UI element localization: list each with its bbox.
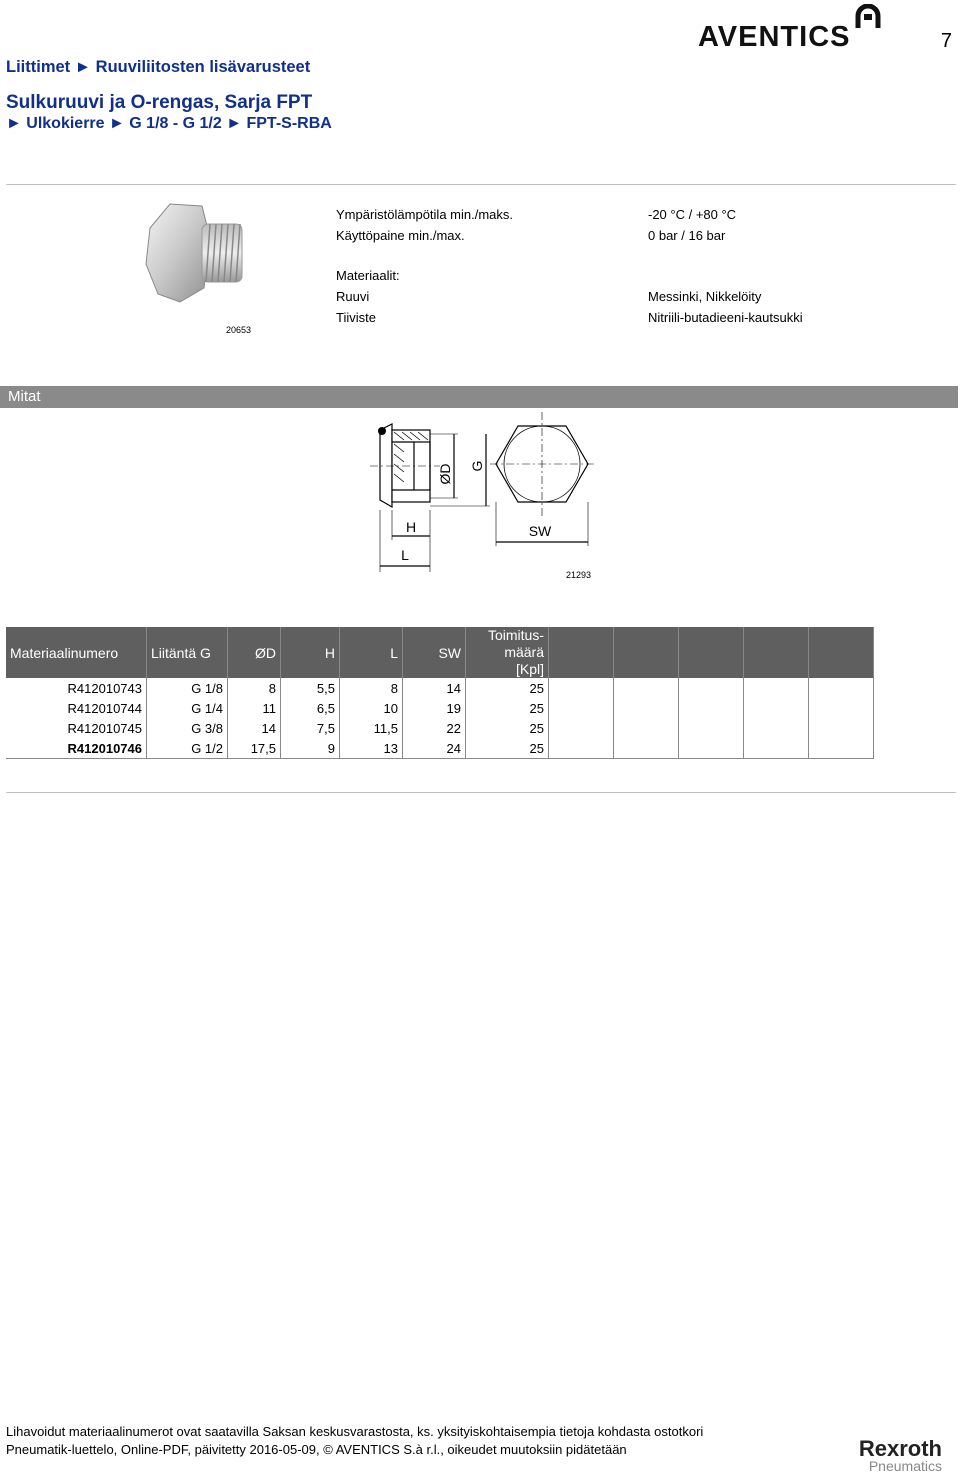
cell-empty xyxy=(744,738,809,759)
cell-quantity: 25 xyxy=(466,698,549,718)
section-title: Mitat xyxy=(0,386,958,408)
col-header-material-number: Materiaalinumero xyxy=(6,627,147,678)
page-title: Sulkuruuvi ja O-rengas, Sarja FPT xyxy=(6,92,313,113)
cell-sw: 14 xyxy=(403,678,466,698)
svg-text:AVENTICS: AVENTICS xyxy=(698,21,851,52)
table-row xyxy=(6,698,874,718)
cell-material-number: R412010746 xyxy=(6,738,147,759)
breadcrumb: Liittimet ► Ruuviliitosten lisävarusteet xyxy=(6,58,311,76)
cell-empty xyxy=(549,698,614,718)
table-row xyxy=(6,678,874,698)
divider xyxy=(6,184,956,185)
cell-l: 13 xyxy=(340,738,403,759)
col-header-empty-3 xyxy=(679,627,744,678)
spec-value-temperature: -20 °C / +80 °C xyxy=(648,207,737,222)
cell-h: 9 xyxy=(281,738,340,759)
drawing-label-g: G xyxy=(469,460,485,472)
drawing-label-od: ØD xyxy=(437,463,453,485)
cell-material-number: R412010745 xyxy=(6,718,147,738)
aventics-logo xyxy=(698,4,888,52)
cell-empty xyxy=(744,718,809,738)
footer-copyright: Pneumatik-luettelo, Online-PDF, päivitetty 2016-05-09, © AVENTICS S.à r.l., oikeudet muutoksiin pidätetään xyxy=(6,1442,627,1457)
cell-connection: G 1/4 xyxy=(147,698,228,718)
cell-od: 11 xyxy=(228,698,281,718)
cell-connection: G 1/2 xyxy=(147,738,228,759)
divider xyxy=(6,792,956,793)
cell-sw: 22 xyxy=(403,718,466,738)
material-value-seal: Nitriili-butadieeni-kautsukki xyxy=(648,310,803,325)
product-image-id: 20653 xyxy=(226,325,252,335)
table-row xyxy=(6,738,874,759)
cell-l: 10 xyxy=(340,698,403,718)
cell-empty xyxy=(614,738,679,759)
cell-od: 14 xyxy=(228,718,281,738)
cell-empty xyxy=(614,678,679,698)
spec-label-temperature: Ympäristölämpötila min./maks. xyxy=(336,207,513,222)
page-subtitle: ► Ulkokierre ► G 1/8 - G 1/2 ► FPT-S-RBA xyxy=(6,115,332,132)
drawing-label-l: L xyxy=(401,547,409,563)
cell-empty xyxy=(549,718,614,738)
col-header-empty-2 xyxy=(614,627,679,678)
col-header-sw: SW xyxy=(403,627,466,678)
material-value-screw: Messinki, Nikkelöity xyxy=(648,289,762,304)
page-number: 7 xyxy=(940,30,952,52)
footer-note: Lihavoidut materiaalinumerot ovat saatavilla Saksan keskusvarastosta, ks. yksityiskohtaisempia tietoja kohdasta ostotkori xyxy=(6,1424,704,1439)
col-header-empty-4 xyxy=(744,627,809,678)
cell-material-number: R412010744 xyxy=(6,698,147,718)
materials-heading: Materiaalit: xyxy=(336,268,400,283)
cell-empty xyxy=(744,698,809,718)
table-row xyxy=(6,718,874,738)
cell-sw: 24 xyxy=(403,738,466,759)
spec-value-pressure: 0 bar / 16 bar xyxy=(648,228,726,243)
cell-empty xyxy=(809,738,874,759)
dimensions-table xyxy=(6,627,874,759)
col-header-empty-5 xyxy=(809,627,874,678)
cell-empty xyxy=(744,678,809,698)
spec-label-pressure: Käyttöpaine min./max. xyxy=(336,228,465,243)
drawing-label-h: H xyxy=(405,519,417,535)
col-header-empty-1 xyxy=(549,627,614,678)
cell-od: 17,5 xyxy=(228,738,281,759)
material-label-screw: Ruuvi xyxy=(336,289,370,304)
cell-h: 5,5 xyxy=(281,678,340,698)
cell-quantity: 25 xyxy=(466,718,549,738)
col-header-l: L xyxy=(340,627,403,678)
material-label-seal: Tiiviste xyxy=(336,310,376,325)
cell-empty xyxy=(549,678,614,698)
cell-empty xyxy=(679,678,744,698)
col-header-od: ØD xyxy=(228,627,281,678)
cell-empty xyxy=(614,718,679,738)
cell-h: 7,5 xyxy=(281,718,340,738)
table-header-row xyxy=(6,627,874,678)
cell-l: 8 xyxy=(340,678,403,698)
cell-material-number: R412010743 xyxy=(6,678,147,698)
drawing-label-sw: SW xyxy=(528,523,552,539)
cell-empty xyxy=(809,678,874,698)
cell-od: 8 xyxy=(228,678,281,698)
cell-empty xyxy=(614,698,679,718)
cell-l: 11,5 xyxy=(340,718,403,738)
cell-quantity: 25 xyxy=(466,678,549,698)
cell-empty xyxy=(809,698,874,718)
cell-quantity: 25 xyxy=(466,738,549,759)
drawing-id: 21293 xyxy=(566,570,592,580)
cell-empty xyxy=(549,738,614,759)
cell-empty xyxy=(679,698,744,718)
cell-connection: G 1/8 xyxy=(147,678,228,698)
col-header-connection: Liitäntä G xyxy=(147,627,228,678)
cell-empty xyxy=(679,718,744,738)
cell-sw: 19 xyxy=(403,698,466,718)
cell-empty xyxy=(809,718,874,738)
rexroth-logo: Rexroth xyxy=(858,1436,942,1461)
col-header-h: H xyxy=(281,627,340,678)
rexroth-logo-sub: Pneumatics xyxy=(868,1458,942,1474)
cell-connection: G 3/8 xyxy=(147,718,228,738)
col-header-quantity: Toimitus- määrä [Kpl] xyxy=(466,627,549,678)
cell-h: 6,5 xyxy=(281,698,340,718)
dimension-drawing xyxy=(370,412,600,577)
cell-empty xyxy=(679,738,744,759)
product-image xyxy=(140,198,255,326)
